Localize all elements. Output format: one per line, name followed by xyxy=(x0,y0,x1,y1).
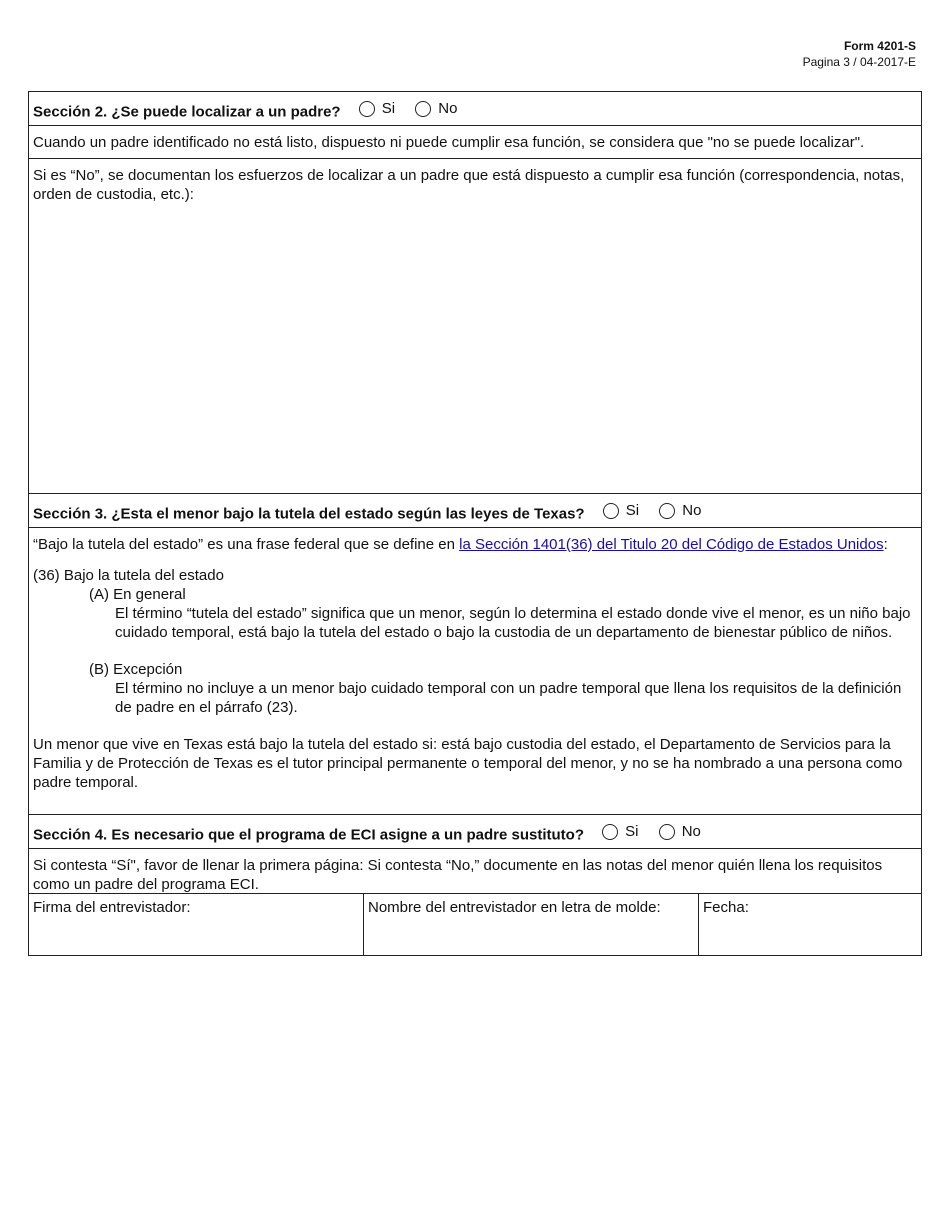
section2-yes-radio[interactable] xyxy=(359,99,395,118)
section2-note: Cuando un padre identificado no está listo, dispuesto ni puede cumplir esa función, se considera que "no se puede localizar". xyxy=(29,126,921,159)
radio-circle-icon[interactable] xyxy=(659,824,675,840)
section2-no-radio[interactable] xyxy=(415,99,457,118)
date-label: Fecha: xyxy=(703,899,749,916)
section2-header xyxy=(29,92,921,126)
section4-no-radio[interactable] xyxy=(659,822,701,841)
form-table xyxy=(28,91,922,956)
interviewer-signature-field[interactable] xyxy=(29,894,364,955)
section3-radio-group xyxy=(603,501,718,524)
page-info: Pagina 3 / 04-2017-E xyxy=(802,55,916,69)
section4-header xyxy=(29,815,921,849)
interviewer-name-label: Nombre del entrevistador en letra de molde: xyxy=(368,899,661,916)
date-field[interactable] xyxy=(699,894,921,955)
interviewer-name-field[interactable] xyxy=(364,894,699,955)
usc-1401-link[interactable]: la Sección 1401(36) del Titulo 20 del Código de Estados Unidos xyxy=(459,536,884,553)
radio-circle-icon[interactable] xyxy=(602,824,618,840)
section2-yes-label: Si xyxy=(381,100,396,117)
section3-yes-radio[interactable] xyxy=(603,501,639,520)
page-header xyxy=(803,38,916,70)
section4-no-label: No xyxy=(681,823,701,840)
subsection-a-text: El término “tutela del estado” significa que un menor, según lo determina el estado donde vive el menor, es un niño bajo cuidado temporal, está bajo la tutela del estado o bajo la custodia de un departamento de bienestar público de niños. xyxy=(115,605,911,641)
section2-title: Sección 2. ¿Se puede localizar a un padre? xyxy=(33,103,341,121)
radio-circle-icon[interactable] xyxy=(415,101,431,117)
radio-circle-icon[interactable] xyxy=(603,503,619,519)
section2-prompt: Si es “No”, se documentan los esfuerzos de localizar a un padre que está dispuesto a cumplir esa función (correspondencia, notas, orden de custodia, etc.): xyxy=(33,167,905,203)
section4-yes-label: Si xyxy=(625,823,639,840)
radio-circle-icon[interactable] xyxy=(359,101,375,117)
form-id: Form 4201-S xyxy=(843,39,916,53)
interviewer-signature-label: Firma del entrevistador: xyxy=(33,899,191,916)
section2-efforts-input[interactable] xyxy=(33,204,917,494)
section4-instructions: Si contesta “Sí", favor de llenar la primera página: Si contesta “No,” documente en las notas del menor quién llena los requisitos como un padre del programa ECI. xyxy=(29,849,921,894)
section3-title: Sección 3. ¿Esta el menor bajo la tutela del estado según las leyes de Texas? xyxy=(33,505,585,523)
section3-intro xyxy=(33,535,917,554)
subsection-a-heading: (A) En general xyxy=(89,586,186,603)
section3-closing: Un menor que vive en Texas está bajo la tutela del estado si: está bajo custodia del estado, el Departamento de Servicios para la Familia y de Protección de Texas es el tutor principal permanente o temporal del menor, y no se ha nombrado a una persona como padre temporal. xyxy=(33,736,903,791)
subsection-b-text: El término no incluye a un menor bajo cuidado temporal con un padre temporal que llena los requisitos de la definición de padre en el párrafo (23). xyxy=(115,680,902,716)
intro-suffix: : xyxy=(883,536,888,553)
intro-text: “Bajo la tutela del estado” es una frase federal que se define en xyxy=(33,536,460,553)
definition-heading: (36) Bajo la tutela del estado xyxy=(33,567,224,584)
section3-header xyxy=(29,494,921,528)
section3-no-label: No xyxy=(682,502,702,519)
section2-no-label: No xyxy=(438,100,458,117)
subsection-b-heading: (B) Excepción xyxy=(89,661,183,678)
section4-yes-radio[interactable] xyxy=(602,822,638,841)
section2-efforts-field[interactable] xyxy=(29,159,921,494)
section4-title: Sección 4. Es necesario que el programa de ECI asigne a un padre sustituto? xyxy=(33,826,584,844)
signature-row xyxy=(29,894,921,955)
radio-circle-icon[interactable] xyxy=(659,503,675,519)
section2-radio-group xyxy=(359,99,474,122)
section3-no-radio[interactable] xyxy=(659,501,701,520)
section3-yes-label: Si xyxy=(625,502,640,519)
section4-radio-group xyxy=(602,822,717,845)
section3-definition xyxy=(29,528,921,815)
